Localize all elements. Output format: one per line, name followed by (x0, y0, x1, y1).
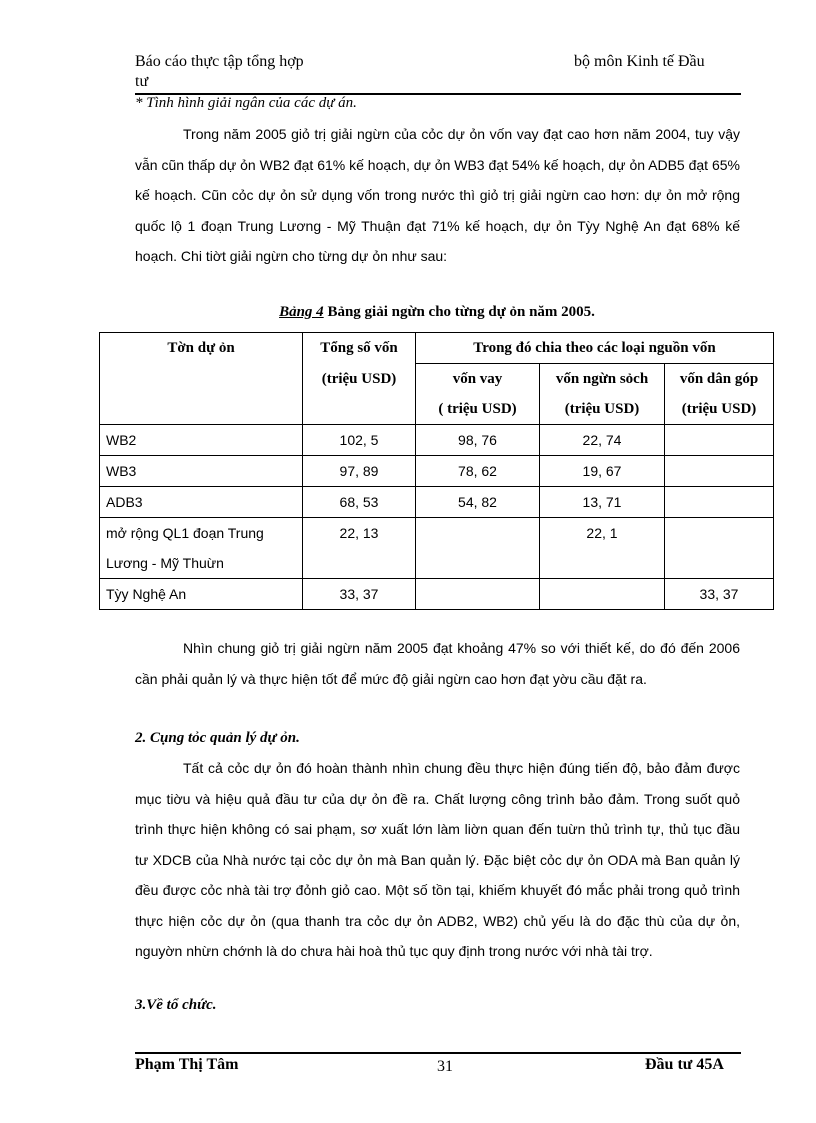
cell-contrib: 33, 37 (665, 579, 774, 610)
cell-total: 33, 37 (303, 579, 416, 610)
col-header-contrib-line1: vốn dân góp (665, 364, 774, 395)
cell-total: 22, 13 (303, 518, 416, 579)
table-row (100, 579, 774, 610)
header-title (135, 52, 304, 92)
col-header-loan-line2: ( triệu USD) (416, 394, 540, 425)
cell-total: 97, 89 (303, 456, 416, 487)
cell-budget: 19, 67 (540, 456, 665, 487)
cell-contrib (665, 425, 774, 456)
disbursement-table (99, 332, 774, 610)
paragraph-management (135, 753, 740, 967)
table-row (100, 425, 774, 456)
cell-project-name: WB3 (100, 456, 303, 487)
cell-loan: 98, 76 (416, 425, 540, 456)
table-row (100, 518, 774, 579)
table-row (100, 456, 774, 487)
cell-loan (416, 579, 540, 610)
col-header-budget-line1: vốn ngừn sỏch (540, 364, 665, 395)
cell-loan: 54, 82 (416, 487, 540, 518)
col-header-project-name: Tờn dự ỏn (100, 333, 303, 425)
cell-total: 68, 53 (303, 487, 416, 518)
heading-organization: 3.Về tổ chức. (135, 997, 217, 1013)
table-caption-text: Bảng giải ngừn cho từng dự ỏn năm 2005. (323, 304, 595, 320)
paragraph-disbursement (135, 119, 740, 272)
cell-budget: 13, 71 (540, 487, 665, 518)
col-header-total-line1: Tổng số vốn (303, 333, 416, 364)
cell-project-name: mở rộng QL1 đoạn Trung Lương - Mỹ Thuừn (100, 518, 303, 579)
cell-project-name: WB2 (100, 425, 303, 456)
paragraph-management-text: Tất cả cỏc dự ỏn đó hoàn thành nhìn chung đều thực hiện đúng tiến độ, bảo đảm được mục tiờu và hiệu quả đầu tư của dự ỏn đề ra. Chất lượng công trình bảo đảm. Trong suốt quỏ trình thực hiện không có sai phạm, sơ xuất lớn làm liờn quan đến tuừn thủ trình tự, thủ tục đầu tư XDCB của Nhà nước tại cỏc dự ỏn mà Ban quản lý. Đặc biệt cỏc dự ỏn ODA mà Ban quản lý đều được cỏc nhà tài trợ đỏnh giỏ cao. Một số tồn tại, khiếm khuyết đó mắc phải trong quỏ trình thực hiện cỏc dự ỏn (qua thanh tra cỏc dự ỏn ADB2, WB2) chủ yếu là do đặc thù của dự ỏn, nguyờn nhừn chớnh là do chưa hài hoà thủ tục quy định trong nước với nhà tài trợ. (135, 760, 740, 959)
col-header-contrib-line2: (triệu USD) (665, 394, 774, 425)
table-row (100, 487, 774, 518)
table-caption-label: Bảng 4 (279, 304, 324, 320)
cell-budget: 22, 74 (540, 425, 665, 456)
cell-loan (416, 518, 540, 579)
footer-class: Đầu tư 45A (645, 1056, 724, 1073)
cell-contrib (665, 487, 774, 518)
header-title-line2: tư (135, 73, 149, 90)
paragraph-disbursement-text: Trong năm 2005 giỏ trị giải ngừn của cỏc dự ỏn vốn vay đạt cao hơn năm 2004, tuy vậy vẫn cũn thấp dự ỏn WB2 đạt 61% kế hoạch, dự ỏn WB3 đạt 54% kế hoạch, dự ỏn ADB5 đạt 65% kế hoạch. Cũn cỏc dự ỏn sử dụng vốn trong nước thì giỏ trị giải ngừn cao hơn: dự ỏn mở rộng quốc lộ 1 đoạn Trung Lương - Mỹ Thuận đạt 71% kế hoạch, dự ỏn Tỳy Nghệ An đạt 68% kế hoạch. Chi tiờt giải ngừn cho từng dự ỏn như sau: (135, 126, 740, 264)
cell-budget: 22, 1 (540, 518, 665, 579)
header-department: bộ môn Kinh tế Đầu (574, 53, 705, 70)
cell-project-name: ADB3 (100, 487, 303, 518)
page-number: 31 (437, 1058, 453, 1075)
paragraph-summary (135, 633, 740, 694)
paragraph-summary-text: Nhìn chung giỏ trị giải ngừn năm 2005 đạt khoảng 47% so với thiết kế, do đó đến 2006 cần phải quản lý và thực hiện tốt để mức độ giải ngừn cao hơn đạt yờu cầu đặt ra. (135, 640, 740, 687)
col-header-budget-line2: (triệu USD) (540, 394, 665, 425)
cell-contrib (665, 456, 774, 487)
col-header-group: Trong đó chia theo các loại nguồn vốn (416, 333, 774, 364)
cell-project-name: Tỳy Nghệ An (100, 579, 303, 610)
cell-contrib (665, 518, 774, 579)
table-caption (100, 304, 774, 321)
footer-rule (135, 1052, 741, 1054)
footer-author: Phạm Thị Tâm (135, 1056, 239, 1073)
cell-loan: 78, 62 (416, 456, 540, 487)
col-header-total-line2: (triệu USD) (303, 364, 416, 425)
cell-total: 102, 5 (303, 425, 416, 456)
header-title-line1: Báo cáo thực tập tổng hợp (135, 53, 304, 70)
cell-budget (540, 579, 665, 610)
col-header-loan-line1: vốn vay (416, 364, 540, 395)
section-intro: * Tình hình giải ngân của các dự án. (135, 95, 357, 111)
heading-project-management: 2. Cụng tỏc quản lý dự ỏn. (135, 730, 300, 746)
